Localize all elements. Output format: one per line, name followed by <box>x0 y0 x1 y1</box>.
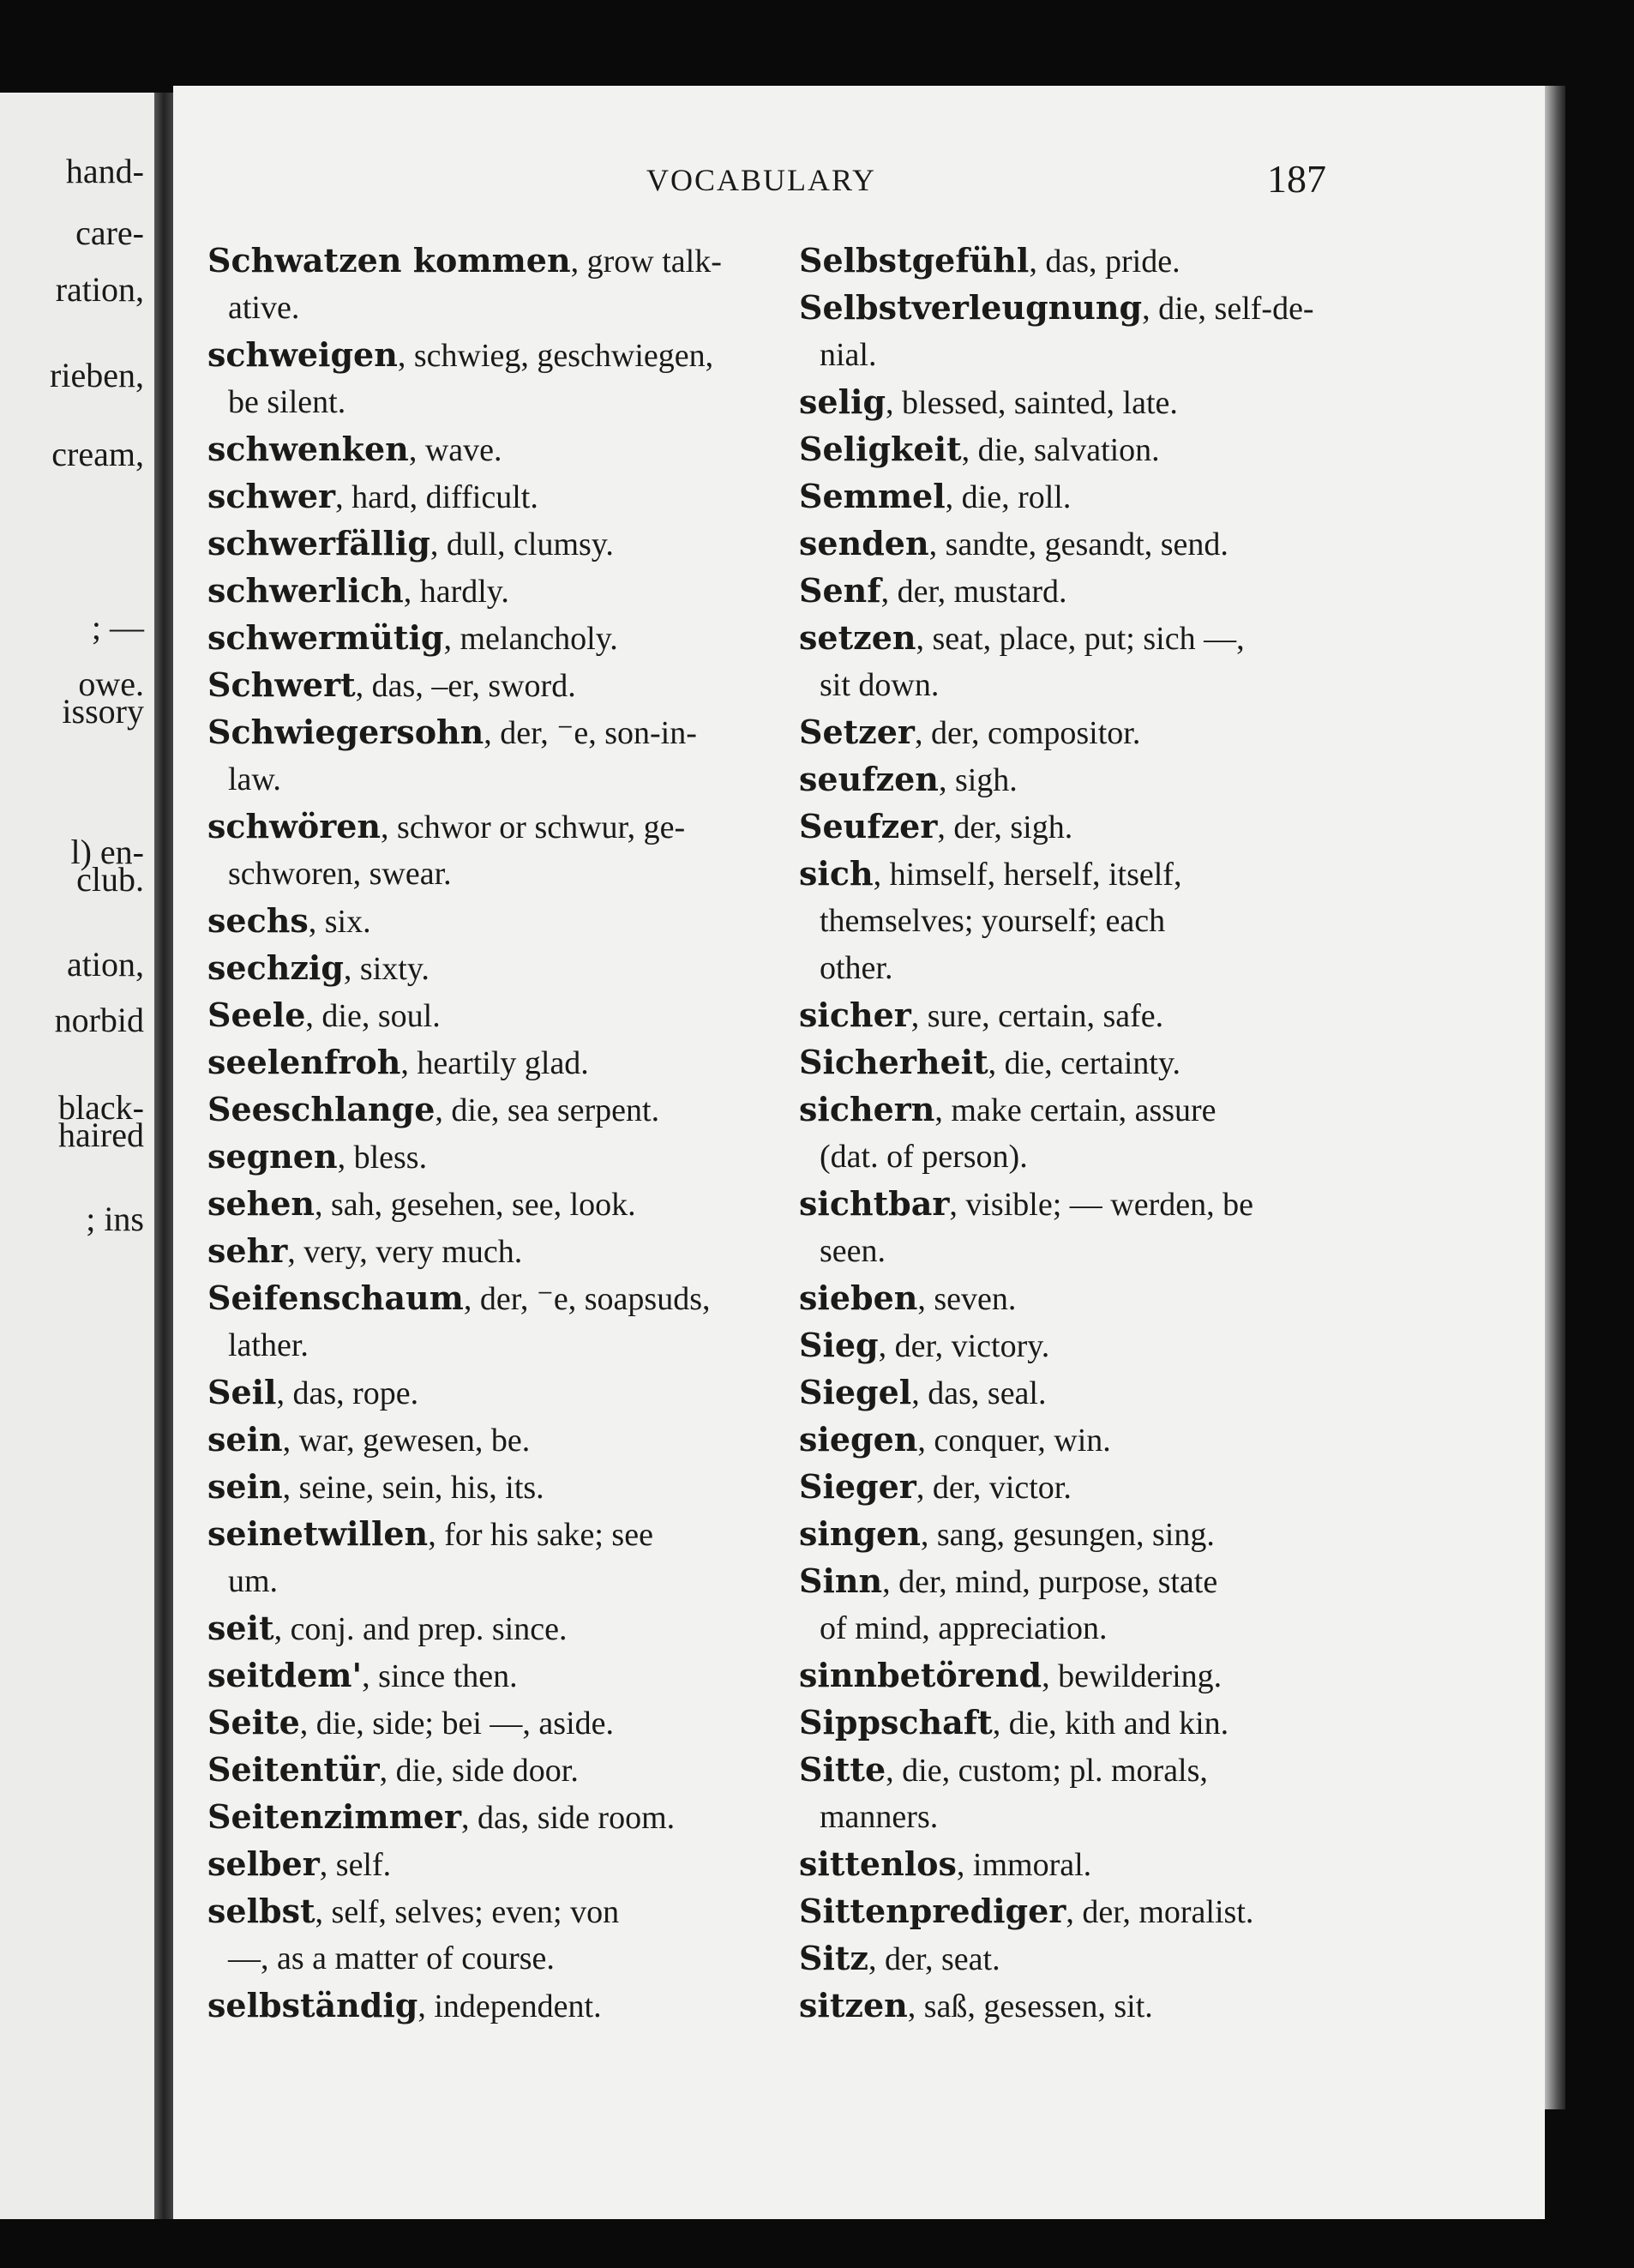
dictionary-page <box>173 86 1545 2219</box>
definition: , himself, herself, itself, <box>873 857 1182 893</box>
definition: , for his sake; see <box>428 1517 653 1553</box>
vocab-entry <box>207 807 686 845</box>
definition: , die, kith and kin. <box>992 1706 1229 1742</box>
headword: sechs <box>207 901 309 940</box>
definition: , six. <box>308 904 371 940</box>
vocab-entry <box>207 430 502 468</box>
definition: , die, certainty. <box>988 1045 1181 1081</box>
definition: , wave. <box>408 432 502 468</box>
vocab-entry <box>799 1278 1017 1317</box>
running-head: VOCABULARY <box>646 163 877 197</box>
definition-continuation: other. <box>820 950 893 986</box>
headword: sittenlos <box>799 1844 957 1883</box>
definition: , seine, sein, his, its. <box>282 1470 544 1506</box>
facing-page-fragment <box>0 93 154 2219</box>
definition-continuation: law. <box>228 761 281 797</box>
definition-continuation: of mind, appreciation. <box>820 1610 1108 1646</box>
definition: , die, salvation. <box>961 432 1160 468</box>
headword: schweigen <box>207 335 398 374</box>
vocab-entry <box>799 1373 1047 1411</box>
vocab-entry <box>207 1750 579 1789</box>
definition-continuation: nial. <box>820 337 877 373</box>
facing-page-line-9: club. <box>76 860 144 899</box>
definition-continuation: themselves; yourself; each <box>820 903 1166 939</box>
headword: seitdem' <box>207 1656 363 1694</box>
book-gutter <box>154 93 173 2219</box>
vocab-entry <box>799 1844 1092 1883</box>
definition: , melancholy. <box>443 621 618 657</box>
vocab-entry <box>207 618 618 657</box>
headword: Sitz <box>799 1939 869 1977</box>
vocab-entry <box>207 1278 711 1317</box>
definition: , sang, gesungen, sing. <box>920 1517 1215 1553</box>
definition-continuation: manners. <box>820 1799 939 1835</box>
headword: sehen <box>207 1184 315 1223</box>
vocab-entry <box>207 571 509 610</box>
headword: schwermütig <box>207 618 444 657</box>
definition: , die, side; bei —, aside. <box>299 1706 614 1742</box>
vocab-entry <box>799 1703 1229 1742</box>
definition: , sigh. <box>938 762 1018 798</box>
headword: Seufzer <box>799 807 938 845</box>
definition: , der, mind, purpose, state <box>882 1564 1218 1600</box>
vocab-entry <box>207 1656 518 1694</box>
facing-page-line-6: owe. <box>78 665 144 703</box>
vocab-entry <box>207 1184 636 1223</box>
headword: Sieg <box>799 1326 879 1364</box>
headword: Sinn <box>799 1561 883 1600</box>
definition: , very, very much. <box>287 1234 523 1270</box>
definition: , die, self-de- <box>1142 291 1314 327</box>
headword: Seil <box>207 1373 277 1411</box>
vocab-entry <box>799 1043 1181 1081</box>
definition-continuation: schworen, swear. <box>228 856 452 892</box>
vocab-entry <box>799 854 1182 893</box>
definition: , conj. and prep. since. <box>273 1611 568 1647</box>
definition: , sure, certain, safe. <box>910 998 1164 1034</box>
definition: , die, sea serpent. <box>435 1092 660 1128</box>
definition-continuation: lather. <box>228 1327 309 1363</box>
definition: , der, sigh. <box>937 809 1073 845</box>
vocab-entry <box>207 1986 602 2024</box>
headword: segnen <box>207 1137 338 1176</box>
vocab-entry <box>207 665 576 704</box>
definition: , die, roll. <box>945 479 1072 515</box>
definition: , seat, place, put; sich —, <box>916 621 1245 657</box>
definition: , since then. <box>362 1658 518 1694</box>
headword: selbst <box>207 1892 315 1930</box>
headword: sein <box>207 1420 283 1459</box>
headword: Setzer <box>799 713 915 751</box>
definition: , self, selves; even; von <box>315 1894 620 1930</box>
headword: schwenken <box>207 430 409 468</box>
vocab-entry <box>207 1090 660 1128</box>
definition: , sixty. <box>343 951 430 987</box>
vocab-entry <box>207 901 371 940</box>
vocab-entry <box>207 524 614 562</box>
headword: Sieger <box>799 1467 916 1506</box>
definition: , immoral. <box>956 1847 1092 1883</box>
headword: Seifenschaum <box>207 1278 464 1317</box>
headword: selber <box>207 1844 320 1883</box>
vocab-entry <box>799 1514 1215 1553</box>
definition: , hardly. <box>403 574 509 610</box>
vocab-entry <box>207 1514 653 1553</box>
headword: Seite <box>207 1703 300 1742</box>
definition: , visible; — werden, be <box>949 1187 1253 1223</box>
definition: , conquer, win. <box>917 1423 1111 1459</box>
vocab-entry <box>207 1892 620 1930</box>
definition: , dull, clumsy. <box>430 526 614 562</box>
vocab-entry <box>207 241 722 280</box>
vocab-entry <box>207 1043 589 1081</box>
headword: Senf <box>799 571 881 610</box>
vocab-entry <box>799 1986 1153 2024</box>
headword: selig <box>799 382 886 421</box>
definition-continuation: (dat. of person). <box>820 1139 1028 1175</box>
definition: , saß, gesessen, sit. <box>907 1988 1153 2024</box>
facing-page-line-10: ation, <box>67 945 144 984</box>
vocab-entry <box>799 1326 1050 1364</box>
vocab-entry <box>207 1844 392 1883</box>
headword: Semmel <box>799 477 946 515</box>
headword: Selbstgefühl <box>799 241 1030 280</box>
headword: senden <box>799 524 929 562</box>
headword: siegen <box>799 1420 918 1459</box>
headword: Seitentür <box>207 1750 380 1789</box>
vocab-entry <box>799 1420 1111 1459</box>
headword: Seligkeit <box>799 430 962 468</box>
vocab-entry <box>799 571 1067 610</box>
definition: , die, side door. <box>379 1753 579 1789</box>
vocab-entry <box>207 1703 614 1742</box>
vocab-entry <box>799 1656 1222 1694</box>
vocab-entry <box>799 241 1180 280</box>
definition: , bewildering. <box>1042 1658 1222 1694</box>
headword: Schwatzen kommen <box>207 241 571 280</box>
vocab-entry <box>799 1090 1216 1128</box>
definition: , heartily glad. <box>400 1045 589 1081</box>
vocab-entry <box>799 382 1178 421</box>
facing-page-line-11: norbid <box>54 1001 144 1039</box>
page-number: 187 <box>1267 157 1326 201</box>
facing-page-line-12: black- <box>58 1088 144 1127</box>
headword: Schwert <box>207 665 356 704</box>
vocab-entry <box>207 948 430 987</box>
definition: , hard, difficult. <box>335 479 538 515</box>
headword: seinetwillen <box>207 1514 429 1553</box>
vocab-entry <box>799 1561 1218 1600</box>
vocab-entry <box>207 1137 428 1176</box>
definition-continuation: seen. <box>820 1233 886 1269</box>
vocab-entry <box>799 618 1245 657</box>
definition: , der, moralist. <box>1066 1894 1254 1930</box>
vocab-entry <box>207 1231 523 1270</box>
vocab-entry <box>207 1467 544 1506</box>
facing-page-line-1: care- <box>75 214 144 252</box>
definition: , der, victory. <box>878 1328 1050 1364</box>
headword: Sitte <box>799 1750 886 1789</box>
vocab-entry <box>207 1797 676 1836</box>
definition: , der, mustard. <box>880 574 1067 610</box>
definition: , sah, gesehen, see, look. <box>315 1187 636 1223</box>
headword: schwerlich <box>207 571 404 610</box>
headword: selbständig <box>207 1986 418 2024</box>
headword: sichern <box>799 1090 935 1128</box>
definition: , self. <box>319 1847 392 1883</box>
definition: , das, pride. <box>1029 244 1180 280</box>
vocab-entry <box>799 713 1141 751</box>
facing-page-line-5: ; — <box>91 608 144 647</box>
definition: , seven. <box>917 1281 1017 1317</box>
headword: sichtbar <box>799 1184 950 1223</box>
page-edge <box>1545 86 1565 2109</box>
vocab-entry <box>799 807 1073 845</box>
headword: sicher <box>799 996 911 1034</box>
vocab-entry <box>207 477 538 515</box>
headword: seit <box>207 1609 274 1647</box>
facing-page-line-7: issory <box>62 692 144 731</box>
definition: , das, seal. <box>911 1375 1047 1411</box>
vocab-entry <box>799 996 1164 1034</box>
definition: , das, –er, sword. <box>355 668 576 704</box>
headword: sich <box>799 854 874 893</box>
definition: , bless. <box>337 1140 428 1176</box>
headword: seelenfroh <box>207 1043 401 1081</box>
facing-page-line-4: cream, <box>51 435 144 473</box>
headword: sechzig <box>207 948 344 987</box>
definition: , grow talk- <box>570 244 722 280</box>
vocab-entry <box>207 996 441 1034</box>
definition-continuation: —, as a matter of course. <box>228 1940 555 1976</box>
facing-page-line-8: l) en- <box>70 833 144 871</box>
definition: , das, side room. <box>461 1800 676 1836</box>
headword: Selbstverleugnung <box>799 288 1143 327</box>
definition-continuation: ative. <box>228 290 300 326</box>
definition: , make certain, assure <box>934 1092 1216 1128</box>
headword: seufzen <box>799 760 939 798</box>
vocab-entry <box>207 1609 568 1647</box>
headword: Siegel <box>799 1373 912 1411</box>
definition: , sandte, gesandt, send. <box>928 526 1229 562</box>
definition: , schwor or schwur, ge- <box>381 809 686 845</box>
definition: , der, compositor. <box>914 715 1141 751</box>
vocab-entry <box>799 1750 1208 1789</box>
vocab-entry <box>207 713 697 751</box>
definition: , die, soul. <box>305 998 441 1034</box>
headword: Seeschlange <box>207 1090 436 1128</box>
facing-page-line-2: ration, <box>55 270 144 309</box>
vocab-entry <box>207 1373 419 1411</box>
definition-continuation: sit down. <box>820 667 940 703</box>
definition: , der, seat. <box>868 1941 1000 1977</box>
facing-page-line-3: rieben, <box>50 356 144 394</box>
definition: , blessed, sainted, late. <box>886 385 1178 421</box>
vocab-entry <box>799 430 1160 468</box>
headword: Schwiegersohn <box>207 713 484 751</box>
headword: sitzen <box>799 1986 908 2024</box>
headword: singen <box>799 1514 921 1553</box>
headword: sinnbetörend <box>799 1656 1042 1694</box>
definition: , das, rope. <box>276 1375 419 1411</box>
definition: , der, ⁻e, soapsuds, <box>463 1281 711 1317</box>
headword: Sicherheit <box>799 1043 988 1081</box>
vocab-entry <box>207 335 714 374</box>
definition: , schwieg, geschwiegen, <box>397 338 714 374</box>
facing-page-line-14: ; ins <box>86 1200 144 1238</box>
facing-page-line-13: haired <box>58 1116 144 1154</box>
headword: setzen <box>799 618 916 657</box>
definition: , der, ⁻e, son-in- <box>484 715 697 751</box>
headword: schwören <box>207 807 381 845</box>
definition: , war, gewesen, be. <box>282 1423 531 1459</box>
definition: , independent. <box>418 1988 602 2024</box>
vocab-entry <box>799 1467 1072 1506</box>
headword: Sittenprediger <box>799 1892 1066 1930</box>
vocab-entry <box>799 477 1072 515</box>
headword: sieben <box>799 1278 918 1317</box>
vocab-entry <box>799 1939 1000 1977</box>
facing-page-line-0: hand- <box>65 152 144 190</box>
vocab-entry <box>799 288 1314 327</box>
headword: Sippschaft <box>799 1703 993 1742</box>
headword: sehr <box>207 1231 288 1270</box>
vocab-entry <box>207 1420 531 1459</box>
vocab-entry <box>799 760 1018 798</box>
definition-continuation: be silent. <box>228 384 346 420</box>
headword: schwer <box>207 477 336 515</box>
headword: schwerfällig <box>207 524 430 562</box>
vocab-entry <box>799 1184 1253 1223</box>
definition-continuation: um. <box>228 1563 279 1599</box>
headword: sein <box>207 1467 283 1506</box>
vocab-entry <box>799 524 1229 562</box>
vocab-entry <box>799 1892 1254 1930</box>
definition: , der, victor. <box>916 1470 1072 1506</box>
headword: Seele <box>207 996 306 1034</box>
definition: , die, custom; pl. morals, <box>886 1753 1208 1789</box>
headword: Seitenzimmer <box>207 1797 462 1836</box>
